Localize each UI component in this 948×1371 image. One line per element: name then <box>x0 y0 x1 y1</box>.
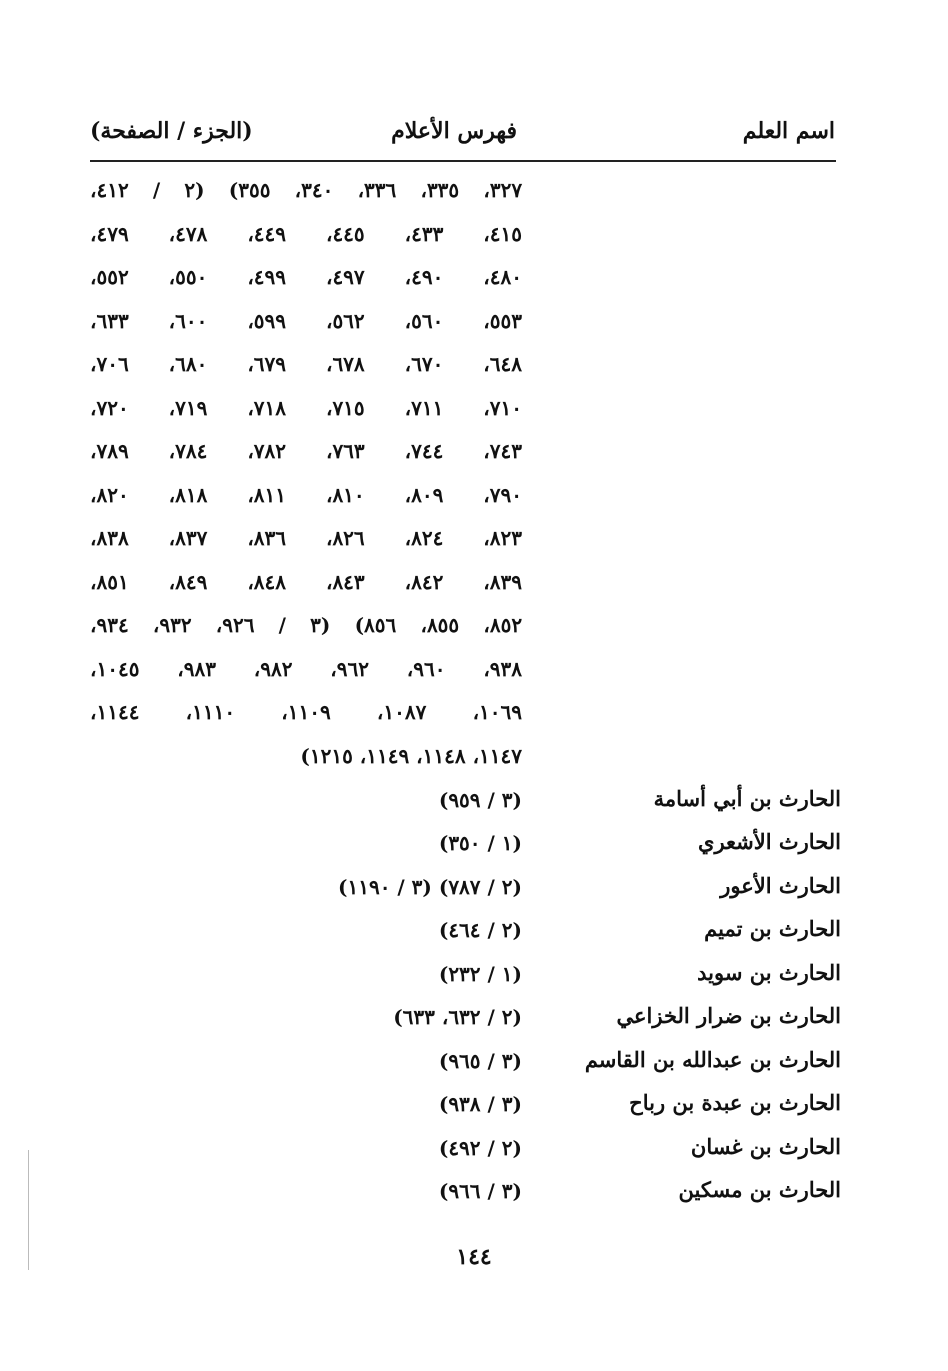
reference-column-heading: (الجزء / الصفحة) <box>90 118 253 144</box>
name-column-heading: اسم العلم <box>742 118 835 144</box>
continuation-line: ٦٤٨، ٦٧٠، ٦٧٨، ٦٧٩، ٦٨٠، ٧٠٦، <box>90 352 522 376</box>
entry-reference: (٣ / ٩٦٦) <box>438 1179 522 1203</box>
entry-reference: (٢ / ٦٣٢، ٦٣٣) <box>393 1005 522 1029</box>
entry-reference: (٢ / ٧٨٧) (٣ / ١١٩٠) <box>338 875 522 899</box>
continuation-line: ١٠٦٩، ١٠٨٧، ١١٠٩، ١١١٠، ١١٤٤، <box>90 700 522 724</box>
page-title: فهرس الأعلام <box>391 118 517 144</box>
entry-name: الحارث بن أبي أسامة <box>653 786 841 811</box>
continuation-line: ٤١٥، ٤٣٣، ٤٤٥، ٤٤٩، ٤٧٨، ٤٧٩، <box>90 222 522 246</box>
entry-reference: (٣ / ٩٦٥) <box>438 1049 522 1073</box>
entry-name: الحارث الأشعري <box>698 829 841 854</box>
entry-name: الحارث بن تميم <box>704 916 841 941</box>
continuation-line: ٥٥٣، ٥٦٠، ٥٦٢، ٥٩٩، ٦٠٠، ٦٣٣، <box>90 309 522 333</box>
entry-name: الحارث الأعور <box>720 873 841 898</box>
continuation-line: ٧١٠، ٧١١، ٧١٥، ٧١٨، ٧١٩، ٧٢٠، <box>90 396 522 420</box>
entry-reference: (٣ / ٩٥٩) <box>438 788 522 812</box>
entry-name: الحارث بن سويد <box>697 960 841 985</box>
continuation-line: ٧٤٣، ٧٤٤، ٧٦٣، ٧٨٢، ٧٨٤، ٧٨٩، <box>90 439 522 463</box>
continuation-line: ١١٤٧، ١١٤٨، ١١٤٩، ١٢١٥) <box>300 744 522 768</box>
continuation-line: ٨٣٩، ٨٤٢، ٨٤٣، ٨٤٨، ٨٤٩، ٨٥١، <box>90 570 522 594</box>
entry-reference: (١ / ٢٣٢) <box>438 962 522 986</box>
continuation-line: ٨٥٢، ٨٥٥، ٨٥٦) (٣ / ٩٢٦، ٩٣٢، ٩٣٤، <box>90 613 523 637</box>
entry-name: الحارث بن عبدة بن رباح <box>629 1090 841 1115</box>
continuation-line: ٧٩٠، ٨٠٩، ٨١٠، ٨١١، ٨١٨، ٨٢٠، <box>90 483 522 507</box>
page-header <box>90 118 835 160</box>
entry-reference: (٢ / ٤٦٤) <box>438 918 522 942</box>
margin-mark <box>28 1150 29 1270</box>
entry-reference: (٣ / ٩٣٨) <box>438 1092 522 1116</box>
continuation-line: ٨٢٣، ٨٢٤، ٨٢٦، ٨٣٦، ٨٣٧، ٨٣٨، <box>90 526 522 550</box>
page-number: ١٤٤ <box>456 1244 492 1270</box>
entry-name: الحارث بن عبدالله بن القاسم <box>584 1047 841 1072</box>
entry-name: الحارث بن مسكين <box>678 1177 841 1202</box>
continuation-line: ٣٢٧، ٣٣٥، ٣٣٦، ٣٤٠، ٣٥٥) (٢ / ٤١٢، <box>90 178 523 202</box>
entry-reference: (٢ / ٤٩٢) <box>438 1136 522 1160</box>
continuation-line: ٤٨٠، ٤٩٠، ٤٩٧، ٤٩٩، ٥٥٠، ٥٥٢، <box>90 265 522 289</box>
entry-name: الحارث بن غسان <box>690 1134 841 1159</box>
header-rule <box>90 160 836 162</box>
entry-name: الحارث بن ضرار الخزاعي <box>616 1003 841 1028</box>
continuation-line: ٩٣٨، ٩٦٠، ٩٦٢، ٩٨٢، ٩٨٣، ١٠٤٥، <box>90 657 523 681</box>
entry-reference: (١ / ٣٥٠) <box>438 831 522 855</box>
